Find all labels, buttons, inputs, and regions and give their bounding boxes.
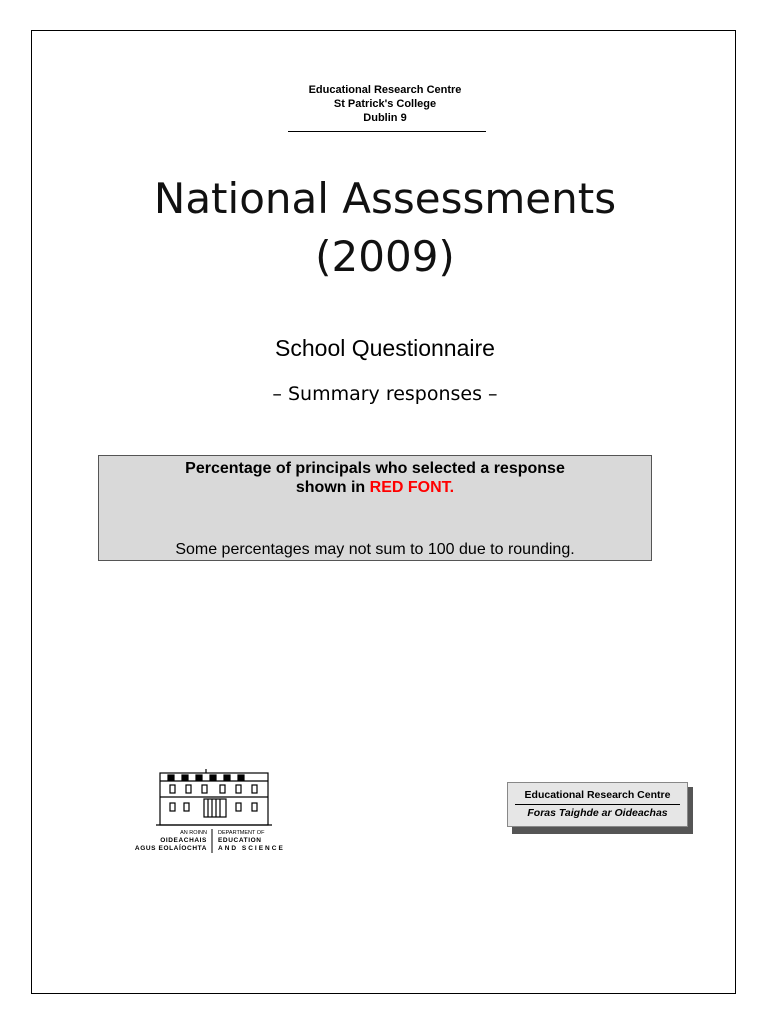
erc-logo-divider	[515, 804, 680, 805]
logo-irish-line-1: AN ROINN	[180, 830, 207, 836]
title-line-1: National Assessments	[153, 174, 617, 223]
erc-logo	[507, 782, 695, 834]
erc-logo-face	[507, 782, 688, 827]
page-title	[0, 170, 770, 286]
department-logo	[108, 765, 318, 853]
note-line-1	[99, 459, 651, 497]
note-text-1: Percentage of principals who selected a response	[185, 460, 565, 477]
note-prefix: shown in	[295, 479, 370, 496]
institution-name: Educational Research Centre	[308, 84, 462, 96]
header-divider	[288, 131, 486, 132]
note-box	[98, 455, 652, 561]
logo-english-line-1: DEPARTMENT OF	[218, 830, 265, 836]
logo-irish-line-3: AGUS EOLAÍOCHTA	[134, 845, 207, 852]
rounding-note: Some percentages may not sum to 100 due to rounding.	[175, 541, 575, 558]
logo-irish-line-2: OIDEACHAIS	[160, 837, 207, 844]
logo-english-line-2: EDUCATION	[218, 837, 262, 844]
summary-subtitle: – Summary responses –	[272, 383, 498, 405]
title-line-2: (2009)	[315, 232, 455, 281]
red-font-label: RED FONT.	[369, 479, 455, 496]
erc-logo-irish-name: Foras Taighde ar Oideachas	[527, 807, 668, 819]
erc-logo-name: Educational Research Centre	[524, 789, 671, 801]
building-icon	[156, 769, 272, 825]
city-name: Dublin 9	[363, 112, 407, 124]
note-text-2	[99, 478, 651, 497]
questionnaire-title: School Questionnaire	[275, 335, 495, 361]
logo-english-line-3: AND SCIENCE	[218, 845, 285, 852]
institution-header	[0, 83, 770, 125]
college-name: St Patrick's College	[333, 98, 437, 110]
